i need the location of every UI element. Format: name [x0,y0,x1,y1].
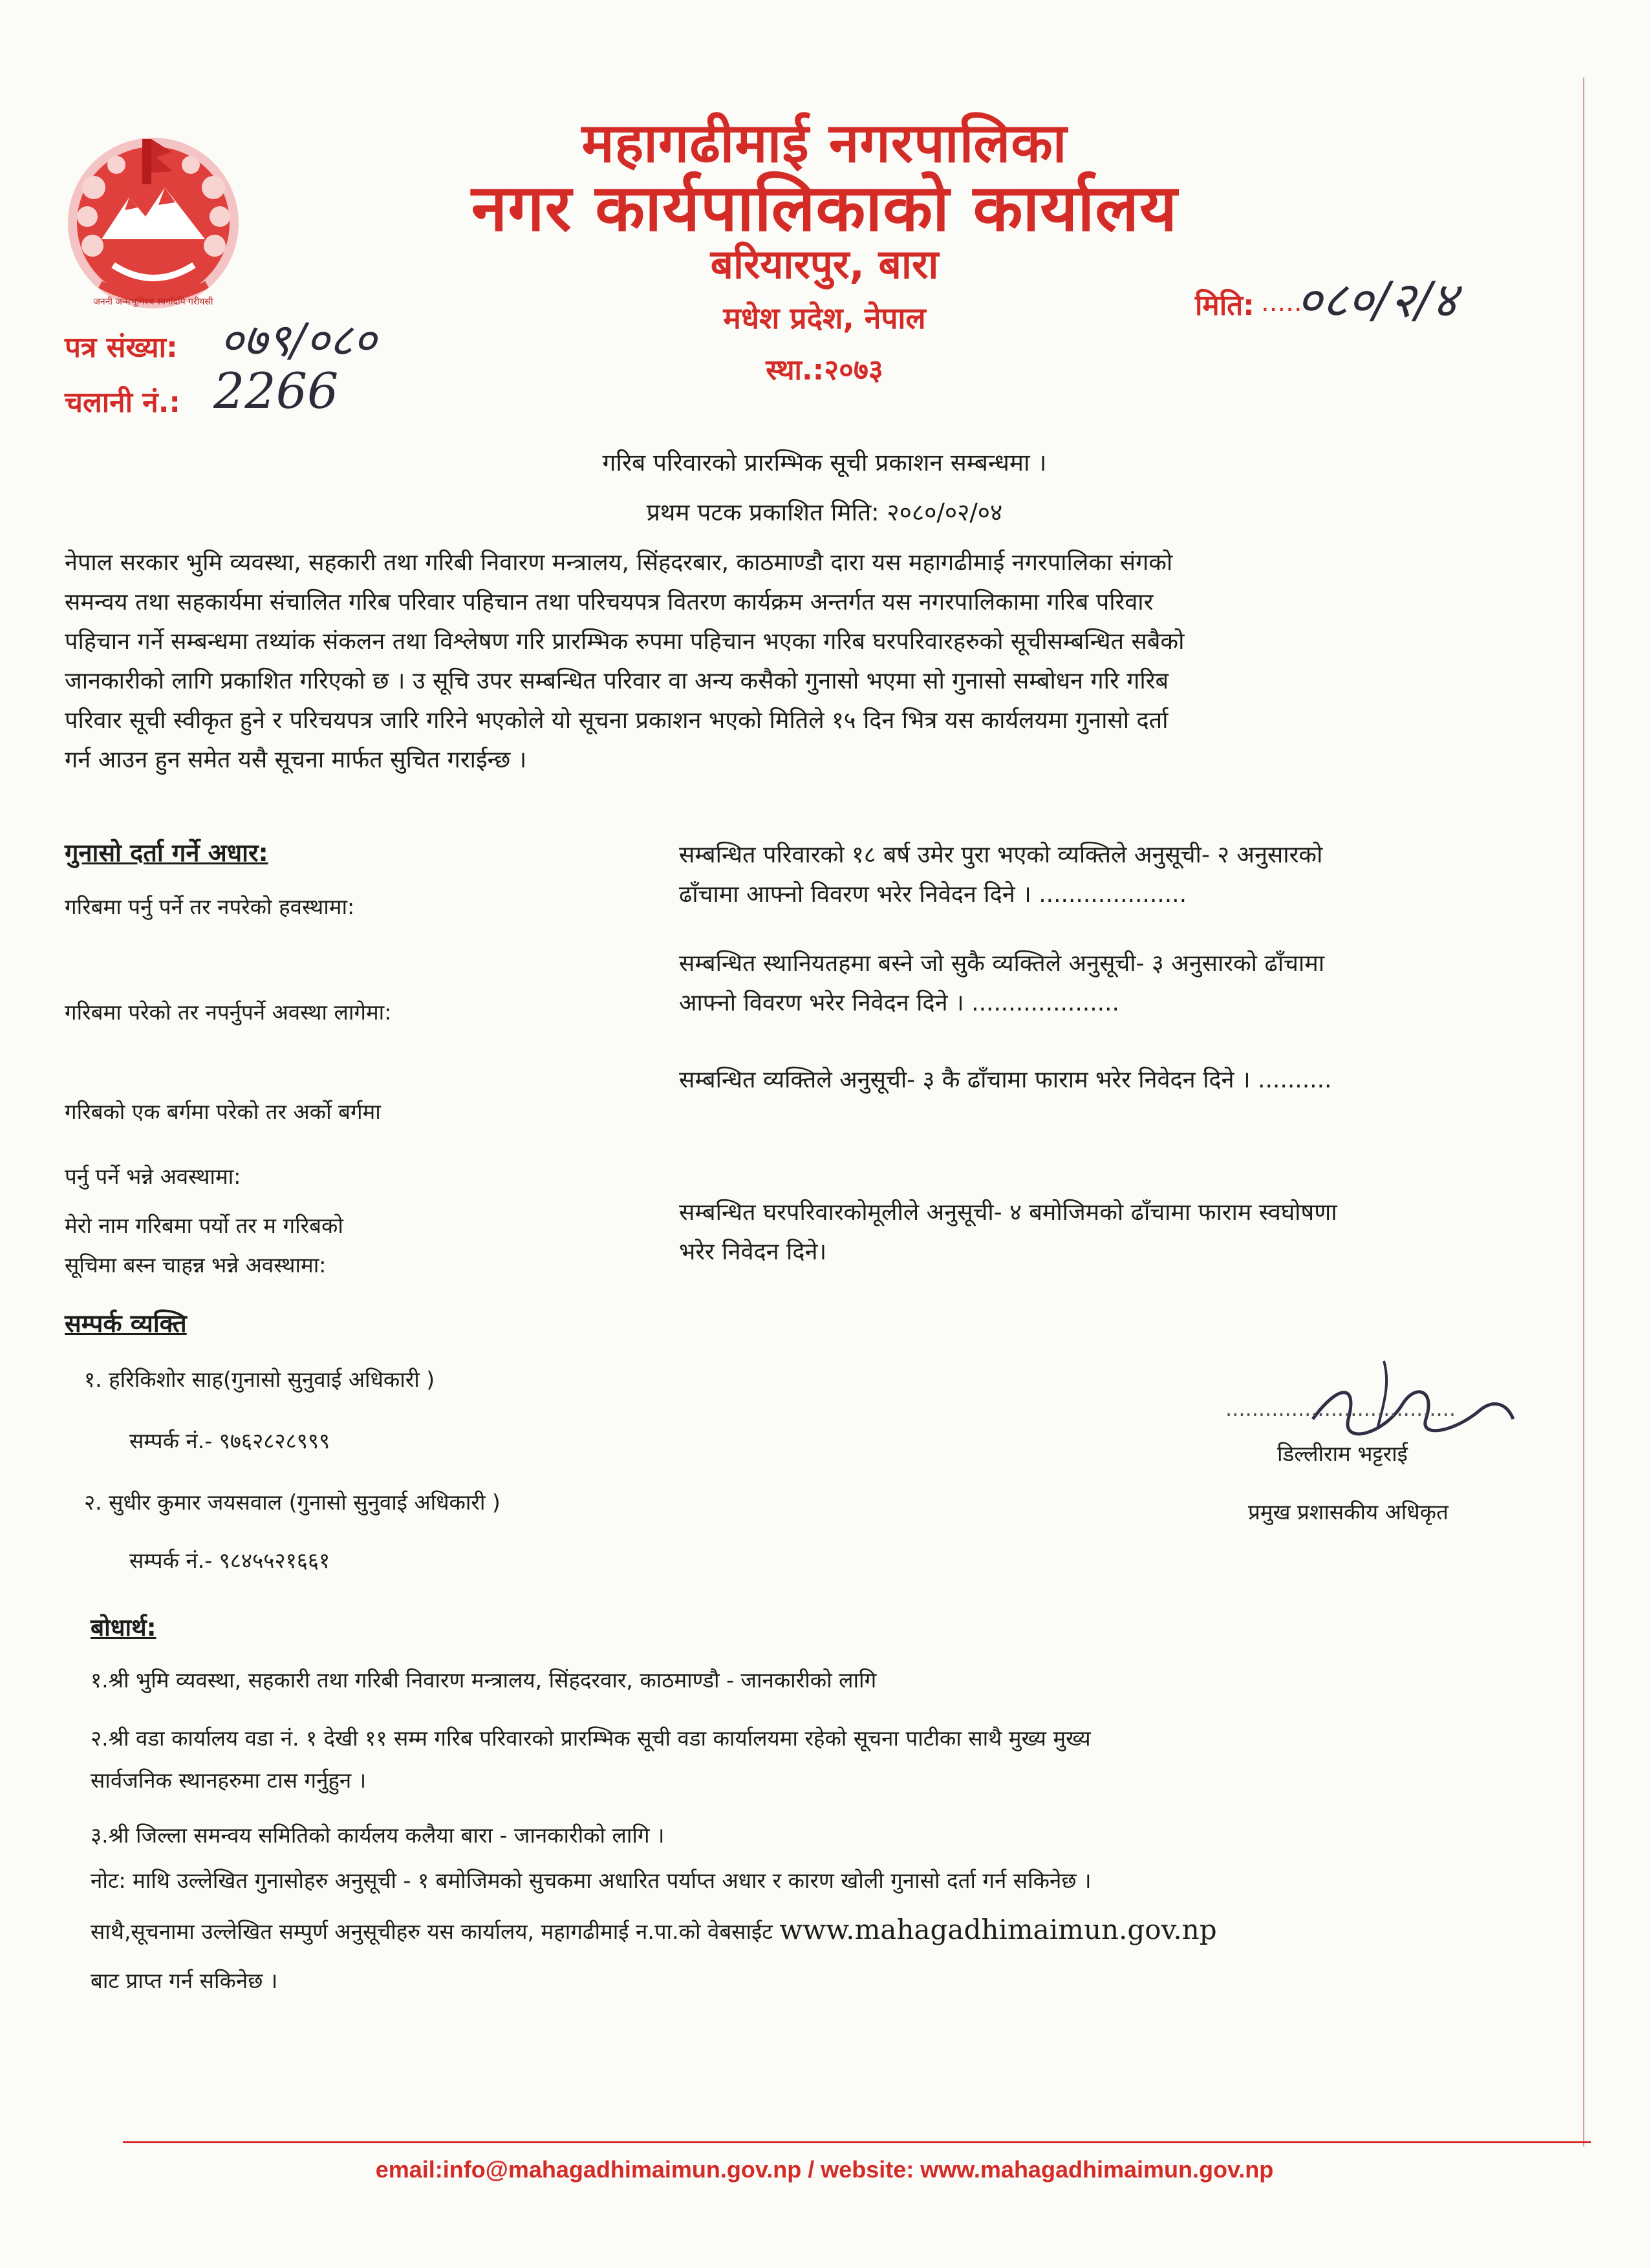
ground-action-line: आफ्नो विवरण भरेर निवेदन दिने । .................... [679,990,1119,1016]
intro-line: समन्वय तथा सहकार्यमा संचालित गरिब परिवार पहिचान तथा परिचयपत्र वितरण कार्यक्रम अन्तर्गत यस नगरपालिकामा गरिब परिवार [65,589,1154,615]
office-place: बरियारपुर, बारा [710,241,939,288]
svg-text:जननी जन्मभूमिश्च स्वर्गादपि गर: जननी जन्मभूमिश्च स्वर्गादपि गरीयसी [93,297,213,307]
bodharth-item-3: ३.श्री जिल्ला समन्वय समितिको कार्यलय कलैया बारा - जानकारीको लागि । [91,1823,665,1848]
dispatch-number: 2266 [213,362,339,420]
dispatch-label: चलानी नं.: [65,386,181,419]
note-line-3: बाट प्राप्त गर्न सकिनेछ । [91,1968,278,1993]
ground-action-line: सम्बन्धित स्थानियतहमा बस्ने जो सुकै व्यक्तिले अनुसूची- ३ अनुसारको ढाँचामा [679,950,1325,977]
footer-divider [123,2141,1591,2143]
ground-action-2 [679,944,1597,1023]
contact-1-phone: सम्पर्क नं.- ९७६२८२८९९९ [129,1428,330,1453]
footer-contact[interactable]: email:info@mahagadhimaimun.gov.np / website: www.mahagadhimaimun.gov.np [375,2156,1274,2183]
bodharth-item-2-cont: सार्वजनिक स्थानहरुमा टास गर्नुहुन । [91,1768,367,1793]
ground-action-line: ढाँचामा आफ्नो विवरण भरेर निवेदन दिने । .................... [679,881,1187,908]
ref-number: ०७९/०८० [220,314,376,367]
intro-line: नेपाल सरकार भुमि व्यवस्था, सहकारी तथा गरिबी निवारण मन्त्रालय, सिंहदरबार, काठमाण्डौ दारा यस महागढीमाई नगरपालिका संगको [65,550,1173,576]
ground-action-3: सम्बन्धित व्यक्तिले अनुसूची- ३ कै ढाँचामा फाराम भरेर निवेदन दिने । .......... [679,1067,1332,1093]
ground-cond-line: सूचिमा बस्न चाहन्न भन्ने अवस्थामा: [65,1252,327,1278]
note-line-1: नोट: माथि उल्लेखित गुनासोहरु अनुसूची - १ बमोजिमको सुचकमा अधारित पर्याप्त अधार र कारण खोली गुनासो दर्ता गर्न सकिनेछ । [91,1868,1092,1893]
ground-cond-2: गरिबमा परेको तर नपर्नुपर्ने अवस्था लागेमा: [65,1000,392,1025]
contact-2-phone: सम्पर्क नं.- ९८४५५२१६६१ [129,1548,330,1573]
ground-action-1 [679,835,1597,914]
ground-cond-line: गरिबको एक बर्गमा परेको तर अर्को बर्गमा [65,1099,381,1124]
intro-line: पहिचान गर्ने सम्बन्धमा तथ्यांक संकलन तथा विश्लेषण गरि प्रारम्भिक रुपमा पहिचान भएका गरिब घरपरिवारहरुको सूचीसम्बन्धित सबैको [65,628,1185,655]
note-line-2-text: साथै,सूचनामा उल्लेखित सम्पुर्ण अनुसूचीहरु यस कार्यालय, महागढीमाई न.पा.को वेबसाईट [91,1919,780,1944]
subject-line: गरिब परिवारको प्रारम्भिक सूची प्रकाशन सम्बन्धमा । [602,449,1047,476]
established-year: स्था.:२०७३ [766,354,883,387]
ground-cond-line: मेरो नाम गरिबमा पर्यो तर म गरिबको [65,1213,343,1238]
ground-action-line: सम्बन्धित परिवारको १८ बर्ष उमेर पुरा भएको व्यक्तिले अनुसूची- २ अनुसारको [679,842,1323,868]
bodharth-item-2: २.श्री वडा कार्यालय वडा नं. १ देखी ११ सम्म गरिब परिवारको प्रारम्भिक सूची वडा कार्यालयमा रहेको सूचना पाटीका साथै मुख्य मुख्य [91,1726,1091,1751]
website-link[interactable]: www.mahagadhimaimun.gov.np [779,1914,1217,1945]
scan-edge [1583,78,1584,2146]
date-label: मिति: [1195,289,1255,322]
bodharth-heading: बोधार्थ: [91,1614,156,1642]
ground-cond-1: गरिबमा पर्नु पर्ने तर नपरेको हवस्थामा: [65,894,355,919]
contact-2-name: २. सुधीर कुमार जयसवाल (गुनासो सुनुवाई अधिकारी ) [84,1490,501,1515]
ground-action-line: भरेर निवेदन दिने। [679,1239,827,1265]
ref-label: पत्र संख्या: [65,331,178,364]
org-name: महागढीमाई नगरपालिका [581,111,1068,175]
grounds-heading: गुनासो दर्ता गर्ने अधार: [65,839,268,867]
signature-dots: ................................... [1225,1396,1456,1421]
contact-1-name: १. हरिकिशोर साह(गुनासो सुनुवाई अधिकारी ) [84,1367,435,1392]
intro-line: जानकारीको लागि प्रकाशित गरिएको छ । उ सूचि उपर सम्बन्धित परिवार वा अन्य कसैको गुनासो भएमा सो गुनासो सम्बोधन गरि गरिब [65,668,1169,694]
province: मधेश प्रदेश, नेपाल [723,301,926,336]
ground-cond-3 [65,1080,381,1209]
ground-cond-line: पर्नु पर्ने भन्ने अवस्थामा: [65,1164,241,1189]
published-date: प्रथम पटक प्रकाशित मिति: २०८०/०२/०४ [646,498,1003,526]
office-name: नगर कार्यपालिकाको कार्यालय [471,170,1178,246]
contacts-heading: सम्पर्क व्यक्ति [65,1309,187,1338]
ground-action-4 [679,1193,1597,1272]
note-line-2 [91,1914,1217,1945]
bodharth-item-1: १.श्री भुमि व्यवस्था, सहकारी तथा गरिबी निवारण मन्त्रालय, सिंहदरवार, काठमाण्डौ - जानकारीको लागि [91,1667,877,1693]
signatory-title: प्रमुख प्रशासकीय अधिकृत [1248,1499,1449,1524]
date-value: ०८०/२/४ [1297,271,1458,328]
date-dots: ..... [1261,288,1302,317]
intro-paragraph [65,543,1604,780]
intro-line: गर्न आउन हुन समेत यसै सूचना मार्फत सुचित गराईन्छ । [65,747,527,773]
signatory-name: डिल्लीराम भट्टराई [1277,1441,1408,1466]
ground-cond-4 [65,1206,343,1285]
intro-line: परिवार सूची स्वीकृत हुने र परिचयपत्र जारि गरिने भएकोले यो सूचना प्रकाशन भएको मितिले १५ दिन भित्र यस कार्यलयमा गुनासो दर्ता [65,707,1169,734]
ground-action-line: सम्बन्धित घरपरिवारकोमूलीले अनुसूची- ४ बमोजिमको ढाँचामा फाराम स्वघोषणा [679,1199,1337,1226]
